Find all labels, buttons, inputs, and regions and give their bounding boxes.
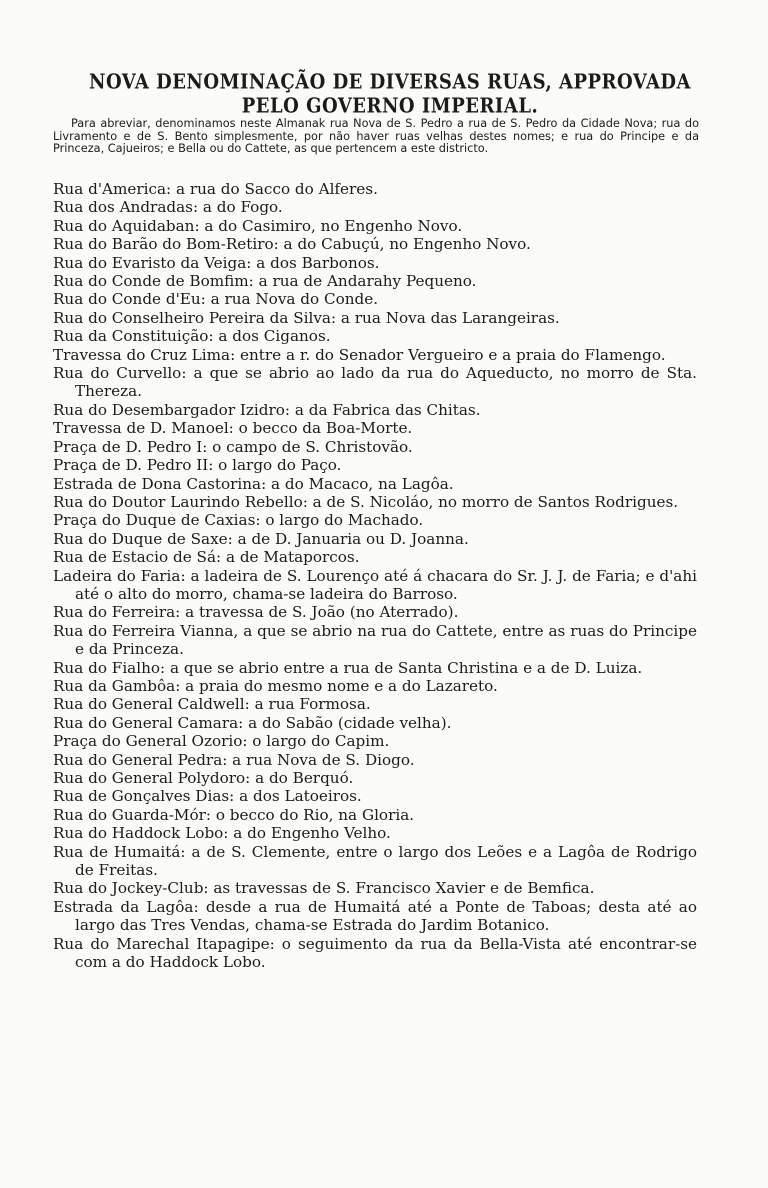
list-item: Rua do General Caldwell: a rua Formosa. xyxy=(53,695,371,714)
list-item: Rua do Ferreira Vianna, a que se abrio na rua do Cattete, entre as ruas do Principe e da Princeza. xyxy=(53,621,697,659)
list-item: Rua da Gambôa: a praia do mesmo nome e a do Lazareto. xyxy=(53,676,498,695)
list-item: Travessa de D. Manoel: o becco da Boa-Morte. xyxy=(53,419,413,438)
list-item: Rua de Estacio de Sá: a de Mataporcos. xyxy=(53,548,360,567)
list-item: Rua do Desembargador Izidro: a da Fabrica das Chitas. xyxy=(53,400,481,419)
list-item: Rua dos Andradas: a do Fogo. xyxy=(53,198,283,217)
list-item: Rua do Marechal Itapagipe: o seguimento da rua da Bella-Vista até encontrar-se com a do Haddock Lobo. xyxy=(53,934,697,972)
list-item: Rua do Ferreira: a travessa de S. João (no Aterrado). xyxy=(53,603,459,622)
list-item: Praça do Duque de Caxias: o largo do Machado. xyxy=(53,511,424,530)
list-item: Rua do Jockey-Club: as travessas de S. Francisco Xavier e de Bemfica. xyxy=(53,879,595,898)
list-item: Rua do Haddock Lobo: a do Engenho Velho. xyxy=(53,824,391,843)
list-item: Rua da Constituição: a dos Ciganos. xyxy=(53,327,331,346)
page-title: NOVA DENOMINAÇÃO DE DIVERSAS RUAS, APPROVADA PELO GOVERNO IMPERIAL. xyxy=(88,70,691,119)
list-item: Rua do Curvello: a que se abrio ao lado da rua do Aqueducto, no morro de Sta. Thereza. xyxy=(53,364,697,401)
list-item: Estrada da Lagôa: desde a rua de Humaitá até a Ponte de Taboas; desta até ao largo das Tres Vendas, chama-se Estrada do Jardim Botanico. xyxy=(53,897,697,935)
list-item: Rua do Conde d'Eu: a rua Nova do Conde. xyxy=(53,290,379,309)
list-item: Praça de D. Pedro I: o campo de S. Christovão. xyxy=(53,437,413,456)
list-item: Rua do General Camara: a do Sabão (cidade velha). xyxy=(53,713,452,732)
list-item: Rua do General Polydoro: a do Berquó. xyxy=(53,769,354,787)
list-item: Rua do Conde de Bomfim: a rua de Andarahy Pequeno. xyxy=(53,272,477,291)
list-item: Travessa do Cruz Lima: entre a r. do Senador Vergueiro e a praia do Flamengo. xyxy=(53,345,666,364)
street-list xyxy=(53,180,697,971)
list-item: Rua do Barão do Bom-Retiro: a do Cabuçú, no Engenho Novo. xyxy=(53,235,531,254)
list-item: Rua de Gonçalves Dias: a dos Latoeiros. xyxy=(53,787,362,806)
intro-paragraph: Para abreviar, denominamos neste Almanak rua Nova de S. Pedro a rua de S. Pedro da Cidade Nova; rua do Livramento e de S. Bento simplesmente, por não haver ruas velhas destes nomes; e rua do Principe e da Princeza, Cajueiros; e Bella ou do Cattete, as que pertencem a este districto. xyxy=(53,117,699,155)
list-item: Rua do Conselheiro Pereira da Silva: a rua Nova das Larangeiras. xyxy=(53,308,560,327)
list-item: Rua do Evaristo da Veiga: a dos Barbonos. xyxy=(53,253,380,272)
list-item: Rua do Aquidaban: a do Casimiro, no Engenho Novo. xyxy=(53,216,463,235)
list-item: Rua de Humaitá: a de S. Clemente, entre o largo dos Leões e a Lagôa de Rodrigo de Freitas. xyxy=(53,842,697,880)
list-item: Rua do Guarda-Mór: o becco do Rio, na Gloria. xyxy=(53,805,415,824)
list-item: Rua do Doutor Laurindo Rebello: a de S. Nicoláo, no morro de Santos Rodrigues. xyxy=(53,492,679,511)
list-item: Rua do Fialho: a que se abrio entre a rua de Santa Christina e a de D. Luiza. xyxy=(53,658,643,677)
list-item: Praça de D. Pedro II: o largo do Paço. xyxy=(53,456,342,475)
list-item: Rua do General Pedra: a rua Nova de S. Diogo. xyxy=(53,750,415,769)
list-item: Ladeira do Faria: a ladeira de S. Lourenço até á chacara do Sr. J. J. de Faria; e d'ahi até o alto do morro, chama-se ladeira do Barroso. xyxy=(53,566,697,603)
list-item: Praça do General Ozorio: o largo do Capim. xyxy=(53,732,390,751)
list-item: Rua d'America: a rua do Sacco do Alferes. xyxy=(53,180,378,198)
list-item: Estrada de Dona Castorina: a do Macaco, na Lagôa. xyxy=(53,474,454,493)
list-item: Rua do Duque de Saxe: a de D. Januaria ou D. Joanna. xyxy=(53,529,469,548)
